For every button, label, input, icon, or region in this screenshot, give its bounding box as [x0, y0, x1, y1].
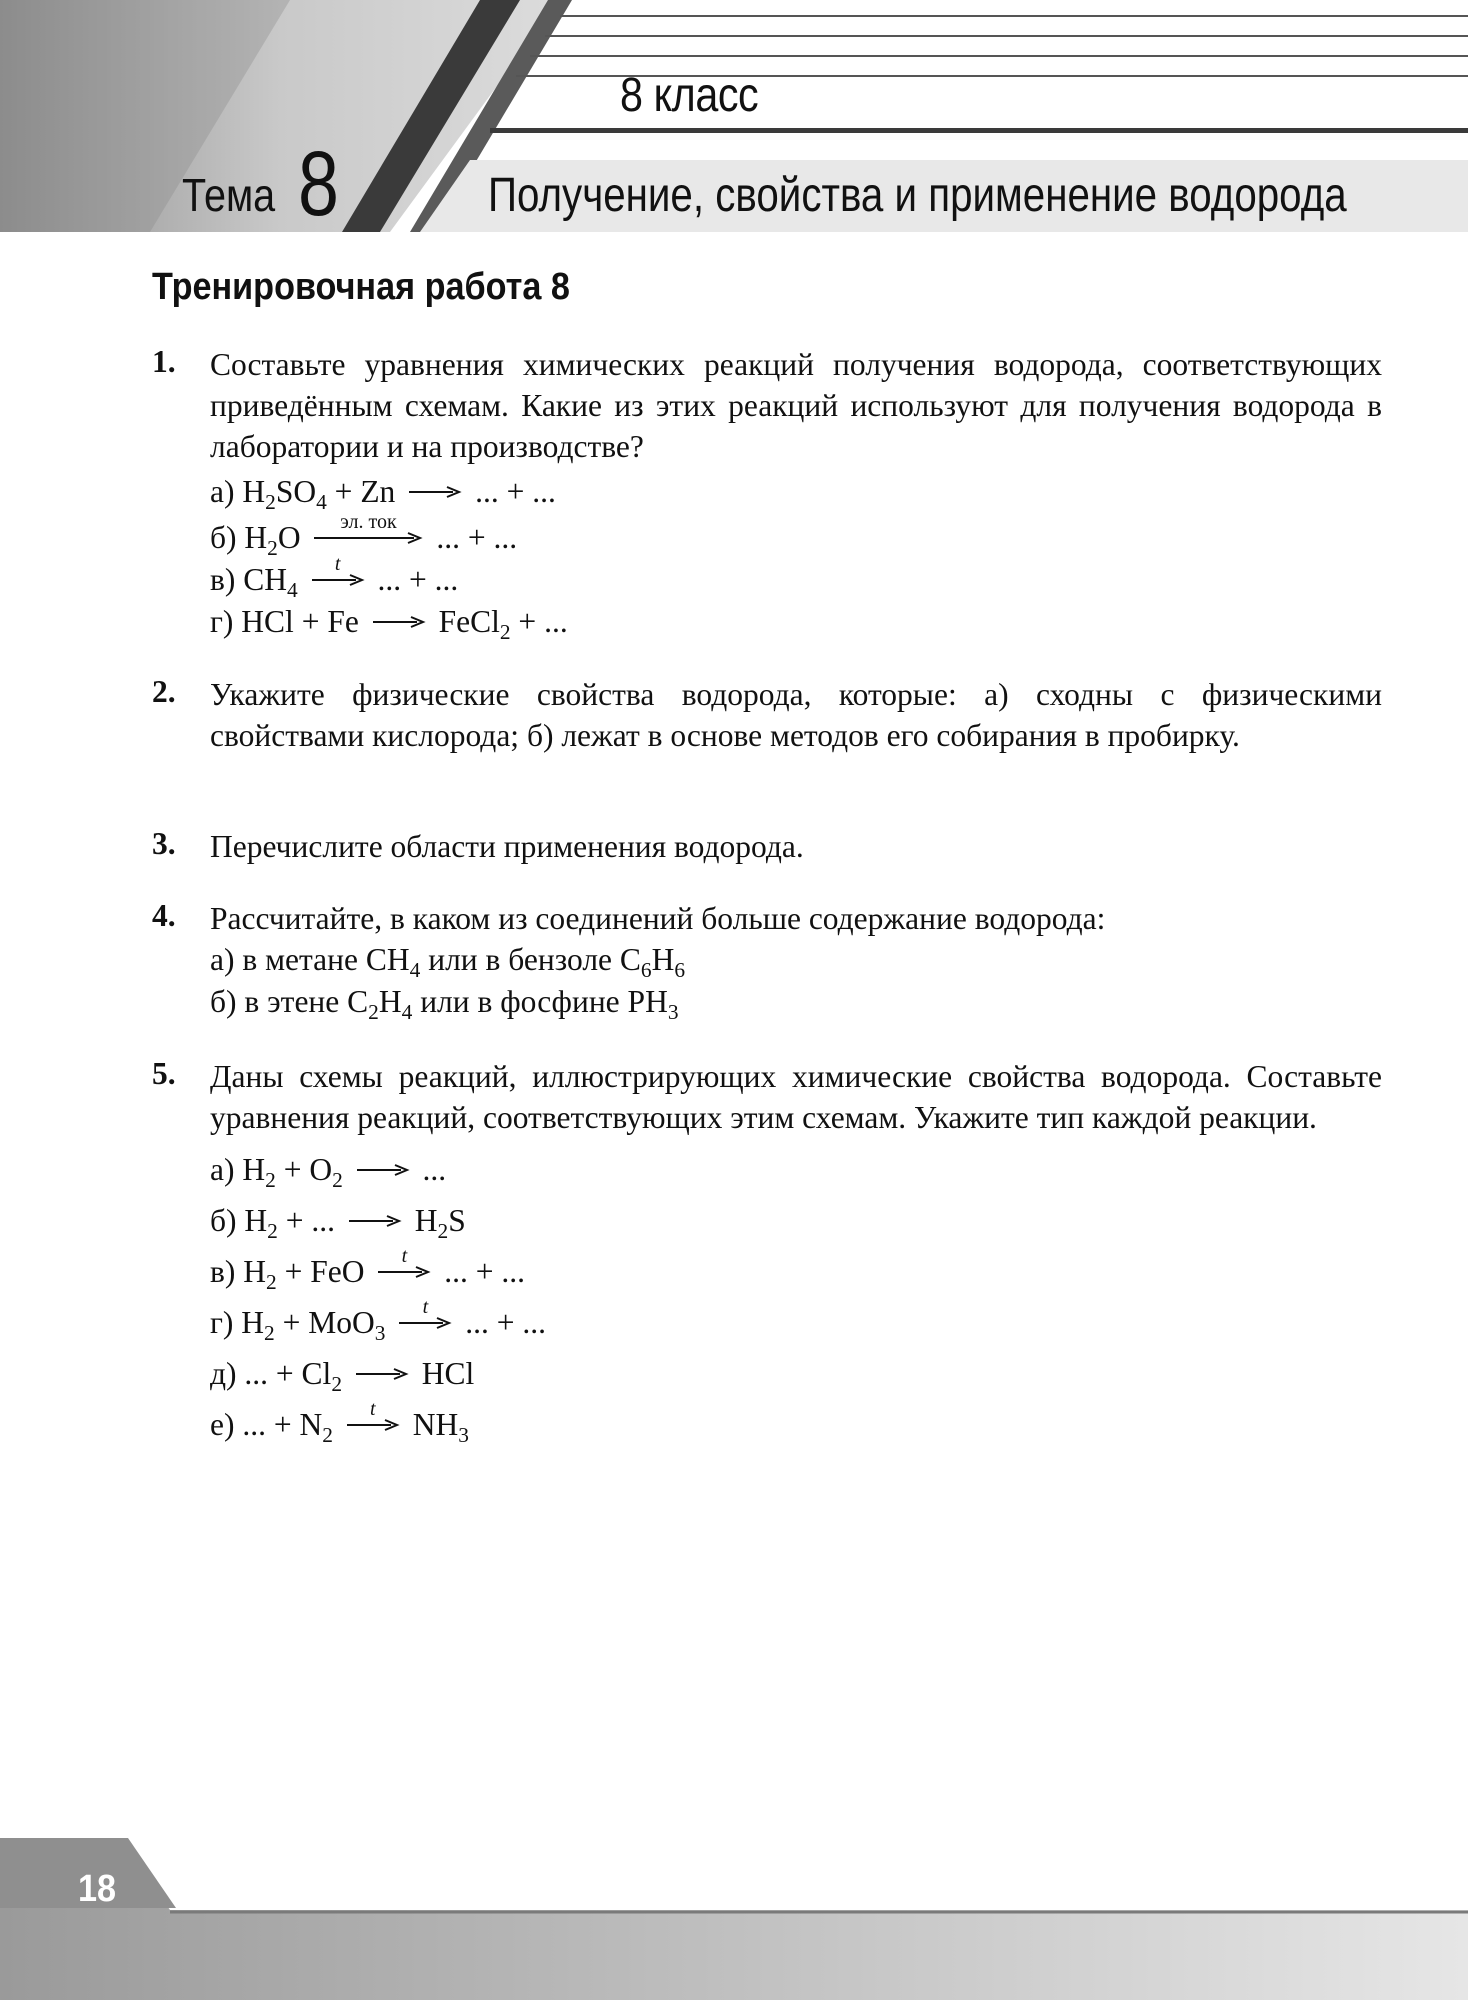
task-number: 1. — [152, 344, 176, 379]
reaction-arrow-condition: t — [399, 1309, 451, 1329]
task-number: 4. — [152, 898, 176, 933]
reaction-item: б) $H_2O$ эл. ток ... + ... — [210, 511, 518, 560]
reaction-arrow — [356, 1360, 408, 1380]
task-number: 2. — [152, 674, 176, 709]
tema-number: 8 — [298, 133, 339, 235]
task-text: Укажите физические свойства водорода, которые: а) сходны с физическими свойствами кислорода; б) лежат в основе методов его собирания в пробирку. — [210, 677, 1382, 753]
work-title: Тренировочная работа 8 — [152, 266, 570, 308]
footer-band — [0, 1838, 1468, 2000]
reaction-arrow — [373, 608, 425, 628]
tema-label: Тема — [182, 169, 276, 221]
reaction-item: а) $H_2SO_4 + Zn$ ... + ... — [210, 474, 556, 514]
task-text: Перечислите области применения водорода. — [210, 829, 804, 864]
reaction-item: д) ... + $Cl_2$ HCl — [210, 1356, 475, 1396]
reaction-item: в) $H_2$ + FeO t ... + ... — [210, 1245, 525, 1294]
task-number: 3. — [152, 826, 176, 861]
task-5 — [152, 1056, 1382, 1450]
task-number: 5. — [152, 1056, 176, 1091]
reaction-arrow-condition: эл. ток — [314, 524, 422, 544]
task-2 — [152, 674, 1382, 756]
reaction-item: г) HCl + Fe FeCl$_2$ + ... — [210, 604, 568, 644]
grade-underline — [490, 128, 1468, 133]
task-5-items — [210, 1144, 1382, 1450]
reaction-arrow-condition: t — [347, 1411, 399, 1431]
task-text: Составьте уравнения химических реакций получения водорода, соответствующих приведённым схемам. Какие из этих реакций используют для получения водорода в лаборатории и на производстве? — [210, 347, 1382, 464]
reaction-arrow-condition: t — [312, 566, 364, 586]
grade-label: 8 класс — [620, 69, 759, 122]
reaction-arrow — [349, 1207, 401, 1227]
reaction-item: е) ... + $N_2$ t $NH_3$ — [210, 1398, 469, 1447]
page-number: 18 — [78, 1868, 117, 1910]
task-1 — [152, 344, 1382, 643]
reaction-arrow — [357, 1156, 409, 1176]
reaction-arrow — [409, 478, 461, 498]
task-text: Даны схемы реакций, иллюстрирующих химические свойства водорода. Составьте уравнения реакций, соответствующих этим схемам. Укажите тип каждой реакции. — [210, 1059, 1382, 1135]
compare-item: б) в этене $C_2H_4$ или в фосфине $PH_3$ — [210, 984, 679, 1024]
reaction-item: а) $H_2 + O_2$ ... — [210, 1152, 447, 1192]
compare-item: а) в метане $CH_4$ или в бензоле $C_6H_6$ — [210, 942, 686, 982]
task-4 — [152, 898, 1382, 1023]
task-4-items — [210, 939, 1382, 1023]
reaction-item: г) $H_2 + MoO_3$ t ... + ... — [210, 1296, 546, 1345]
reaction-item: б) $H_2$ + ... $H_2S$ — [210, 1203, 466, 1243]
reaction-item: в) $CH_4$ t ... + ... — [210, 553, 459, 602]
topic-title: Получение, свойства и применение водорода — [488, 169, 1347, 222]
reaction-arrow-condition: t — [378, 1258, 430, 1278]
task-1-items — [210, 471, 1382, 643]
task-text: Рассчитайте, в каком из соединений больше содержание водорода: — [210, 901, 1106, 936]
task-3 — [152, 826, 1382, 867]
